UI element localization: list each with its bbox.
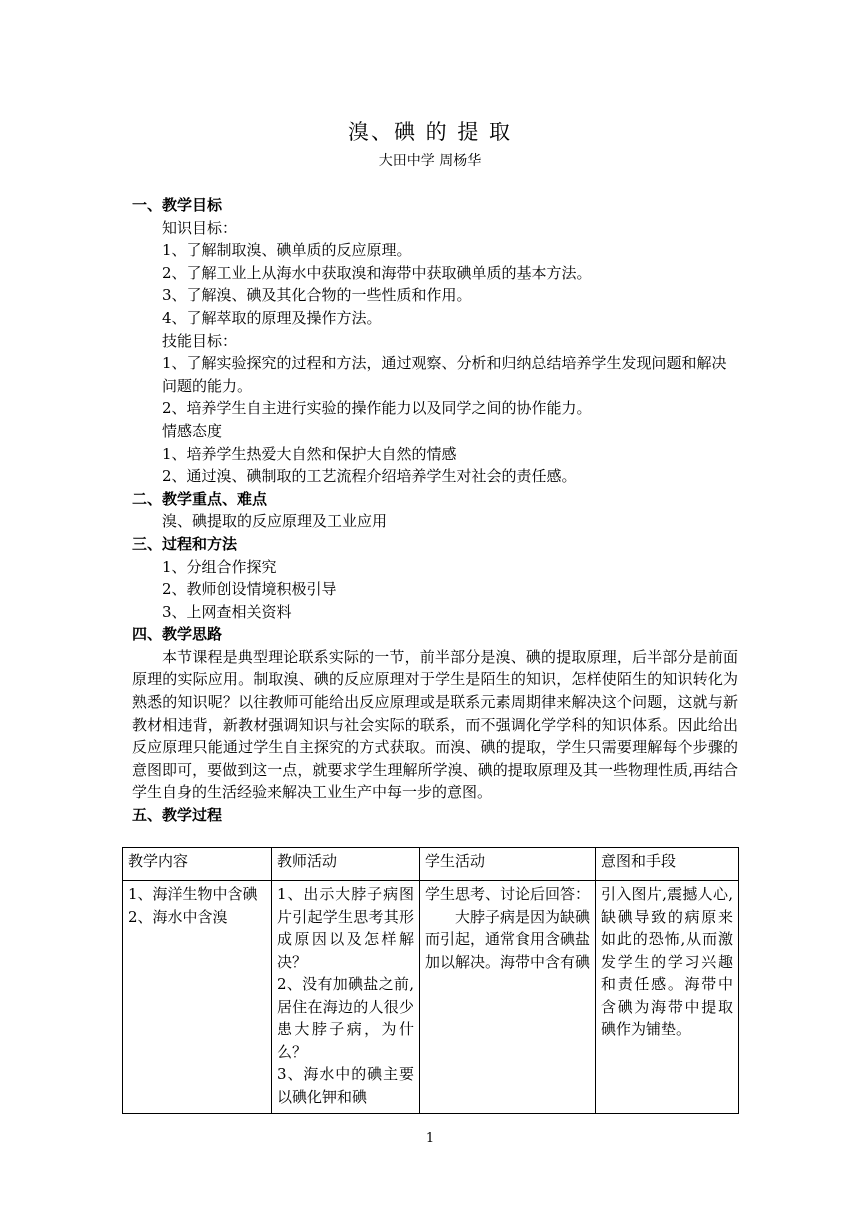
purpose-text: 引入图片,震撼人心,缺碘导致的病原来如此的恐怖,从而激发学生的学习兴趣和责任感。海带中含碘为海带中提取碘作为铺垫。 <box>601 885 733 1038</box>
section-heading-5: 五、教学过程 <box>132 806 223 825</box>
method-item: 1、分组合作探究 <box>162 557 277 576</box>
table-header-cell: 意图和手段 <box>596 848 739 881</box>
teacher-line: 1、出示大脖子病图片引起学生思考其形成原因以及怎样解决？ <box>277 885 414 971</box>
content-line: 2、海水中含溴 <box>128 907 228 926</box>
student-cell <box>420 881 596 1114</box>
table-header-cell: 教学内容 <box>123 848 272 881</box>
document-title: 溴、碘 的 提 取 <box>347 120 513 144</box>
teacher-cell <box>272 881 420 1114</box>
skill-item: 1、了解实验探究的过程和方法，通过观察、分析和归纳总结培养学生发现问题和解决问题的能力。 <box>162 354 727 395</box>
student-line: 大脖子病是因为缺碘而引起，通常食用含碘盐加以解决。海带中含有碘 <box>425 907 591 971</box>
knowledge-item: 4、了解萃取的原理及操作方法。 <box>162 308 382 327</box>
teacher-line: 2、没有加碘盐之前,居住在海边的人很少患大脖子病，为什么？ <box>277 975 414 1061</box>
skill-label: 技能目标： <box>162 331 238 350</box>
knowledge-item: 1、了解制取溴、碘单质的反应原理。 <box>162 241 412 260</box>
section-heading-1: 一、教学目标 <box>132 196 223 214</box>
document-body <box>132 194 738 827</box>
content-cell <box>123 881 272 1114</box>
key-points-text: 溴、碘提取的反应原理及工业应用 <box>162 512 388 531</box>
emotion-item: 1、培养学生热爱大自然和保护大自然的情感 <box>162 444 457 463</box>
page-number: 1 <box>425 1131 435 1146</box>
section-heading-2: 二、教学重点、难点 <box>132 489 268 508</box>
method-item: 3、上网查相关资料 <box>162 602 292 621</box>
teaching-process-table <box>122 847 739 1114</box>
table-header-cell: 学生活动 <box>420 848 596 881</box>
table-row <box>123 881 739 1114</box>
author-line: 大田中学 周杨华 <box>378 153 482 169</box>
knowledge-item: 3、了解溴、碘及其化合物的一些性质和作用。 <box>162 286 472 305</box>
purpose-cell <box>596 881 739 1114</box>
section-heading-4: 四、教学思路 <box>132 625 223 644</box>
section-heading-3: 三、过程和方法 <box>132 534 238 553</box>
student-line: 学生思考、讨论后回答： <box>425 885 591 903</box>
emotion-label: 情感态度 <box>162 421 223 440</box>
method-item: 2、教师创设情境积极引导 <box>162 580 337 599</box>
table-header-row <box>123 848 739 881</box>
teaching-idea-paragraph: 本节课程是典型理论联系实际的一节，前半部分是溴、碘的提取原理，后半部分是前面原理的实际应用。制取溴、碘的反应原理对于学生是陌生的知识，怎样使陌生的知识转化为熟悉的知识呢？以往教师可能给出反应原理或是联系元素周期律来解决这个问题，这就与新教材相违背，新教材强调知识与社会实际的联系，而不强调化学学科的知识体系。因此给出反应原理只能通过学生自主探究的方式获取。而溴、碘的提取，学生只需要理解每个步骤的意图即可，要做到这一点，就要求学生理解所学溴、碘的提取原理及其一些物理性质,再结合学生自身的生活经验来解决工业生产中每一步的意图。 <box>132 647 738 802</box>
knowledge-label: 知识目标： <box>162 218 238 237</box>
teacher-line: 3、海水中的碘主要以碘化钾和碘 <box>277 1065 414 1106</box>
skill-item: 2、培养学生自主进行实验的操作能力以及同学之间的协作能力。 <box>162 399 592 418</box>
knowledge-item: 2、了解工业上从海水中获取溴和海带中获取碘单质的基本方法。 <box>162 263 592 282</box>
content-line: 1、海洋生物中含碘 <box>128 885 258 903</box>
emotion-item: 2、通过溴、碘制取的工艺流程介绍培养学生对社会的责任感。 <box>162 467 577 486</box>
table-header-cell: 教师活动 <box>272 848 420 881</box>
